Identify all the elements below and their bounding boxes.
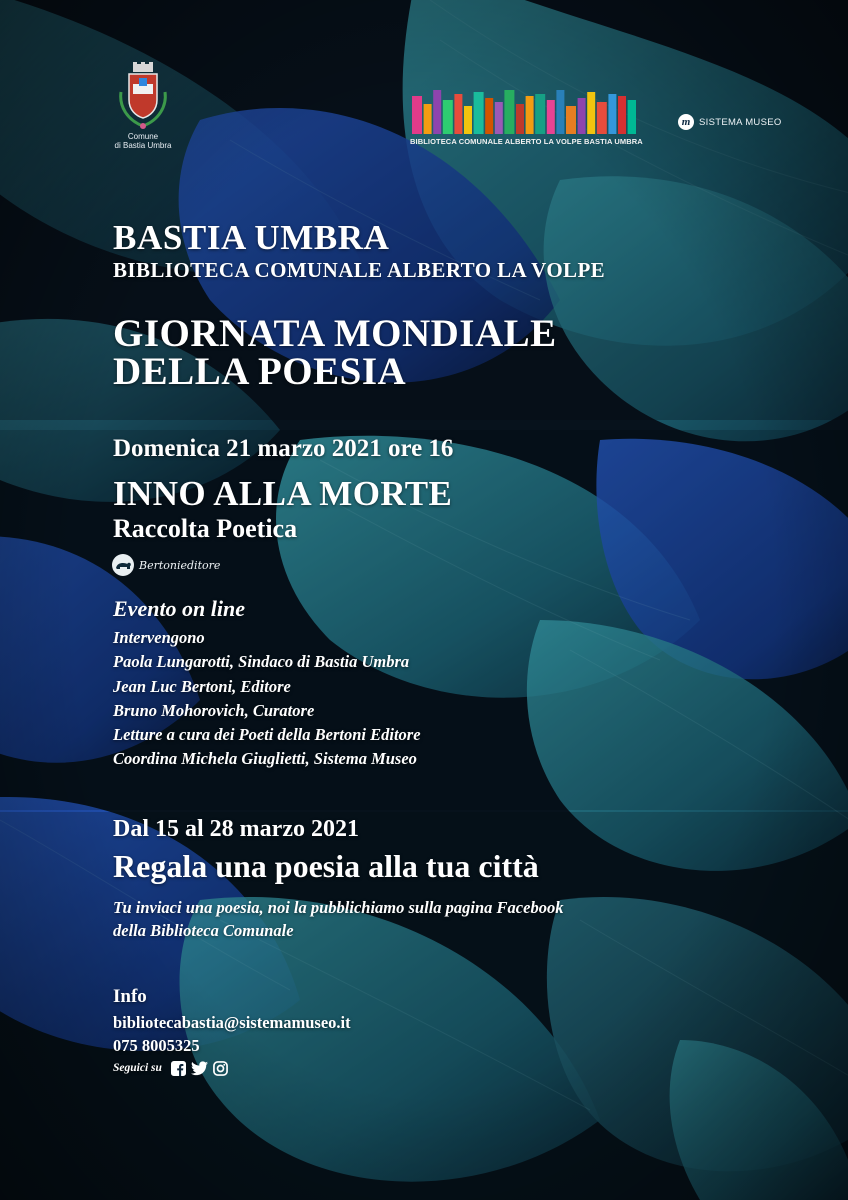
library-logo-caption: BIBLIOTECA COMUNALE ALBERTO LA VOLPE BASTIA UMBRA xyxy=(410,137,643,146)
library-logo xyxy=(410,88,643,150)
initiative-title: Regala una poesia alla tua città xyxy=(113,848,539,884)
bookshelf-logo-icon xyxy=(410,88,636,134)
speaker-item: Paola Lungarotti, Sindaco di Bastia Umbra xyxy=(113,652,410,672)
book-title: INNO ALLA MORTE xyxy=(113,474,453,513)
sistema-museo-label: SISTEMA MUSEO xyxy=(699,116,782,128)
initiative-period: Dal 15 al 28 marzo 2021 xyxy=(113,816,359,842)
book-spine xyxy=(424,104,432,134)
info-label: Info xyxy=(113,986,147,1007)
bear-icon xyxy=(111,553,135,577)
book-spine xyxy=(556,90,564,134)
speaker-item: Coordina Michela Giuglietti, Sistema Museo xyxy=(113,749,417,769)
book-spine xyxy=(495,102,503,134)
event-title-line2: DELLA POESIA xyxy=(113,350,407,393)
book-spine xyxy=(433,90,441,134)
event-title-line1: GIORNATA MONDIALE xyxy=(113,312,557,355)
publisher-name: Bertonieditore xyxy=(139,558,221,572)
book-spine xyxy=(485,98,493,134)
initiative-description-line1: Tu inviaci una poesia, noi la pubblichiamo sulla pagina Facebook xyxy=(113,898,564,917)
book-spine xyxy=(587,92,595,134)
book-spine xyxy=(618,96,626,134)
event-format: Evento on line xyxy=(113,596,246,621)
social-links xyxy=(113,1060,228,1076)
initiative-description-line2: della Biblioteca Comunale xyxy=(113,921,294,940)
book-spine xyxy=(504,90,514,134)
twitter-icon xyxy=(191,1061,208,1076)
sistema-museo-logo xyxy=(678,112,782,132)
book-spine xyxy=(412,96,422,134)
speakers-list xyxy=(113,626,421,772)
event-date: Domenica 21 marzo 2021 ore 16 xyxy=(113,435,454,462)
book-spine xyxy=(443,100,453,134)
municipality-logo xyxy=(112,62,174,160)
book-spine xyxy=(566,106,576,134)
book-subtitle: Raccolta Poetica xyxy=(113,514,298,543)
speaker-item: Letture a cura dei Poeti della Bertoni Editore xyxy=(113,725,421,745)
crest-caption-line2: di Bastia Umbra xyxy=(114,141,172,150)
book-spine xyxy=(516,104,524,134)
publisher-logo xyxy=(111,553,220,577)
book-spine xyxy=(454,94,462,134)
book-spine xyxy=(474,92,484,134)
speaker-item: Bruno Mohorovich, Curatore xyxy=(113,700,315,720)
crest-caption-line1: Comune xyxy=(127,132,159,141)
book-spine xyxy=(608,94,616,134)
book-spine xyxy=(547,100,555,134)
city-heading: BASTIA UMBRA xyxy=(113,218,390,257)
book-spine xyxy=(526,96,534,134)
book-spine xyxy=(578,98,586,134)
info-phone: 075 8005325 xyxy=(113,1036,200,1055)
speakers-intro: Intervengono xyxy=(113,628,205,647)
book-spine xyxy=(597,102,607,134)
initiative-description xyxy=(113,896,563,942)
info-email: bibliotecabastia@sistemamuseo.it xyxy=(113,1013,351,1032)
book-spine xyxy=(535,94,545,134)
instagram-icon xyxy=(213,1061,228,1076)
book-spine xyxy=(464,106,472,134)
library-heading: BIBLIOTECA COMUNALE ALBERTO LA VOLPE xyxy=(113,258,606,282)
facebook-icon xyxy=(171,1061,186,1076)
municipal-crest-icon xyxy=(115,62,171,132)
book-spine xyxy=(628,100,636,134)
sistema-museo-logo-icon: m xyxy=(678,114,694,130)
speaker-item: Jean Luc Bertoni, Editore xyxy=(113,676,291,696)
follow-label: Seguici su xyxy=(113,1062,162,1074)
